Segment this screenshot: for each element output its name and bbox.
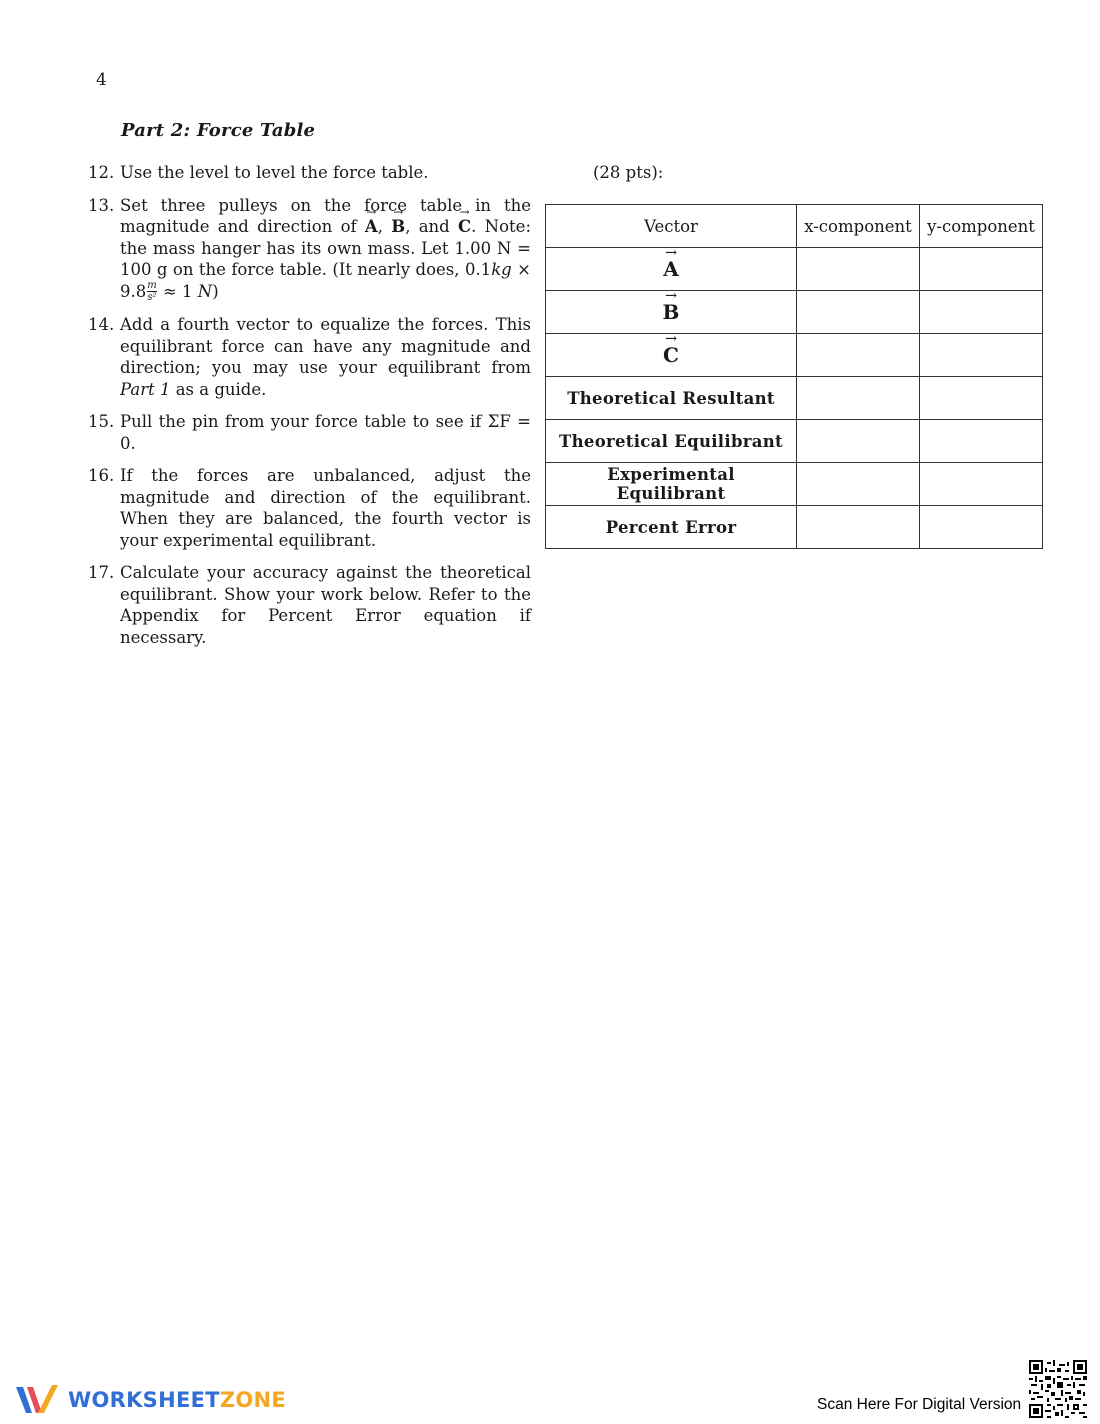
step-text: . Note: the mass hanger has its own mass. Let 1.00 N = 100 g on the force table. (It nearly does, 0.1: [120, 217, 531, 279]
row-label-theoretical-equilibrant: Theoretical Equilibrant: [546, 420, 797, 463]
scan-instruction: Scan Here For Digital Version: [817, 1396, 1022, 1413]
points-label: (28 pts):: [593, 163, 664, 182]
row-label-percent-error: Percent Error: [546, 506, 797, 549]
table-row: [546, 291, 1043, 334]
fraction-numerator: m: [147, 280, 157, 291]
row-label-experimental-equilibrant: Experimental Equilibrant: [546, 463, 797, 506]
page-number: 4: [96, 70, 107, 90]
y-component-cell[interactable]: [920, 420, 1043, 463]
step-text: Add a fourth vector to equalize the forces. This equilibrant force can have any magnitude and direction; you may use your equilibrant from: [120, 315, 531, 377]
step-text: Set three pulleys on the force table in the magnitude and direction of: [120, 195, 531, 236]
fraction-denominator: s²: [147, 292, 157, 303]
x-component-cell[interactable]: [797, 248, 920, 291]
step-text: Pull the pin from your force table to see if ΣF = 0.: [120, 412, 531, 453]
table-row: [546, 377, 1043, 420]
y-component-cell[interactable]: [920, 463, 1043, 506]
row-label: [546, 334, 797, 377]
row-label: [546, 291, 797, 334]
x-component-cell[interactable]: [797, 420, 920, 463]
y-component-cell[interactable]: [920, 506, 1043, 549]
vector-b-label: → B: [663, 300, 680, 324]
vector-a: → A: [365, 216, 378, 238]
section-title: Part 2: Force Table: [121, 120, 316, 141]
table-row: [546, 248, 1043, 291]
step-text: ): [212, 281, 219, 301]
step-15: [88, 411, 531, 454]
table-row: [546, 506, 1043, 549]
vector-a-label: → A: [663, 257, 679, 281]
vector-c: → C: [458, 216, 471, 238]
step-number: 16.: [88, 466, 115, 485]
brand-name-part2: ZONE: [219, 1388, 287, 1412]
step-text: If the forces are unbalanced, adjust the magnitude and direction of the equilibrant. When they are balanced, the fourth vector is your experimental equilibrant.: [120, 466, 531, 550]
x-component-cell[interactable]: [797, 291, 920, 334]
step-number: 13.: [88, 195, 115, 215]
unit-kg: kg: [491, 260, 512, 279]
fraction-m-per-s2: [147, 281, 156, 303]
y-component-cell[interactable]: [920, 291, 1043, 334]
table-row: [546, 334, 1043, 377]
instruction-list: [88, 162, 531, 659]
y-component-cell[interactable]: [920, 377, 1043, 420]
step-13: [88, 195, 531, 304]
unit-newton: N: [197, 281, 213, 301]
vector-components-table: [545, 204, 1043, 549]
step-number: 14.: [88, 315, 115, 334]
vector-c-label: → C: [663, 343, 679, 367]
x-component-cell[interactable]: [797, 334, 920, 377]
table-row: [546, 420, 1043, 463]
step-text: Use the level to level the force table.: [120, 163, 429, 182]
step-number: 12.: [88, 163, 115, 182]
vector-b: → B: [391, 216, 405, 238]
x-component-cell[interactable]: [797, 506, 920, 549]
step-14: [88, 314, 531, 400]
step-text: ,: [377, 217, 392, 236]
step-number: 17.: [88, 563, 115, 582]
step-text: × 9.8: [120, 260, 531, 301]
step-number: 15.: [88, 412, 115, 431]
table-header-row: [546, 205, 1043, 248]
step-text: , and: [405, 217, 459, 236]
step-text: ≈ 1: [157, 281, 198, 301]
header-vector: Vector: [546, 205, 797, 248]
brand-name-part1: WORKSHEET: [68, 1388, 220, 1412]
x-component-cell[interactable]: [797, 377, 920, 420]
row-label-theoretical-resultant: Theoretical Resultant: [546, 377, 797, 420]
brand-name: [68, 1388, 286, 1412]
header-x-component: x-component: [797, 205, 920, 248]
worksheetzone-logo-icon: [14, 1383, 60, 1417]
row-label: [546, 248, 797, 291]
table-row: [546, 463, 1043, 506]
part-reference: Part 1: [120, 379, 171, 399]
header-y-component: y-component: [920, 205, 1043, 248]
step-text: as a guide.: [170, 379, 267, 399]
step-16: [88, 465, 531, 551]
y-component-cell[interactable]: [920, 334, 1043, 377]
x-component-cell[interactable]: [797, 463, 920, 506]
step-17: [88, 562, 531, 648]
qr-code-icon[interactable]: [1029, 1360, 1087, 1418]
brand-logo[interactable]: [14, 1383, 286, 1417]
step-12: [88, 162, 531, 184]
y-component-cell[interactable]: [920, 248, 1043, 291]
step-text: Calculate your accuracy against the theoretical equilibrant. Show your work below. Refer to the Appendix for Percent Error equation if necessary.: [120, 563, 531, 647]
